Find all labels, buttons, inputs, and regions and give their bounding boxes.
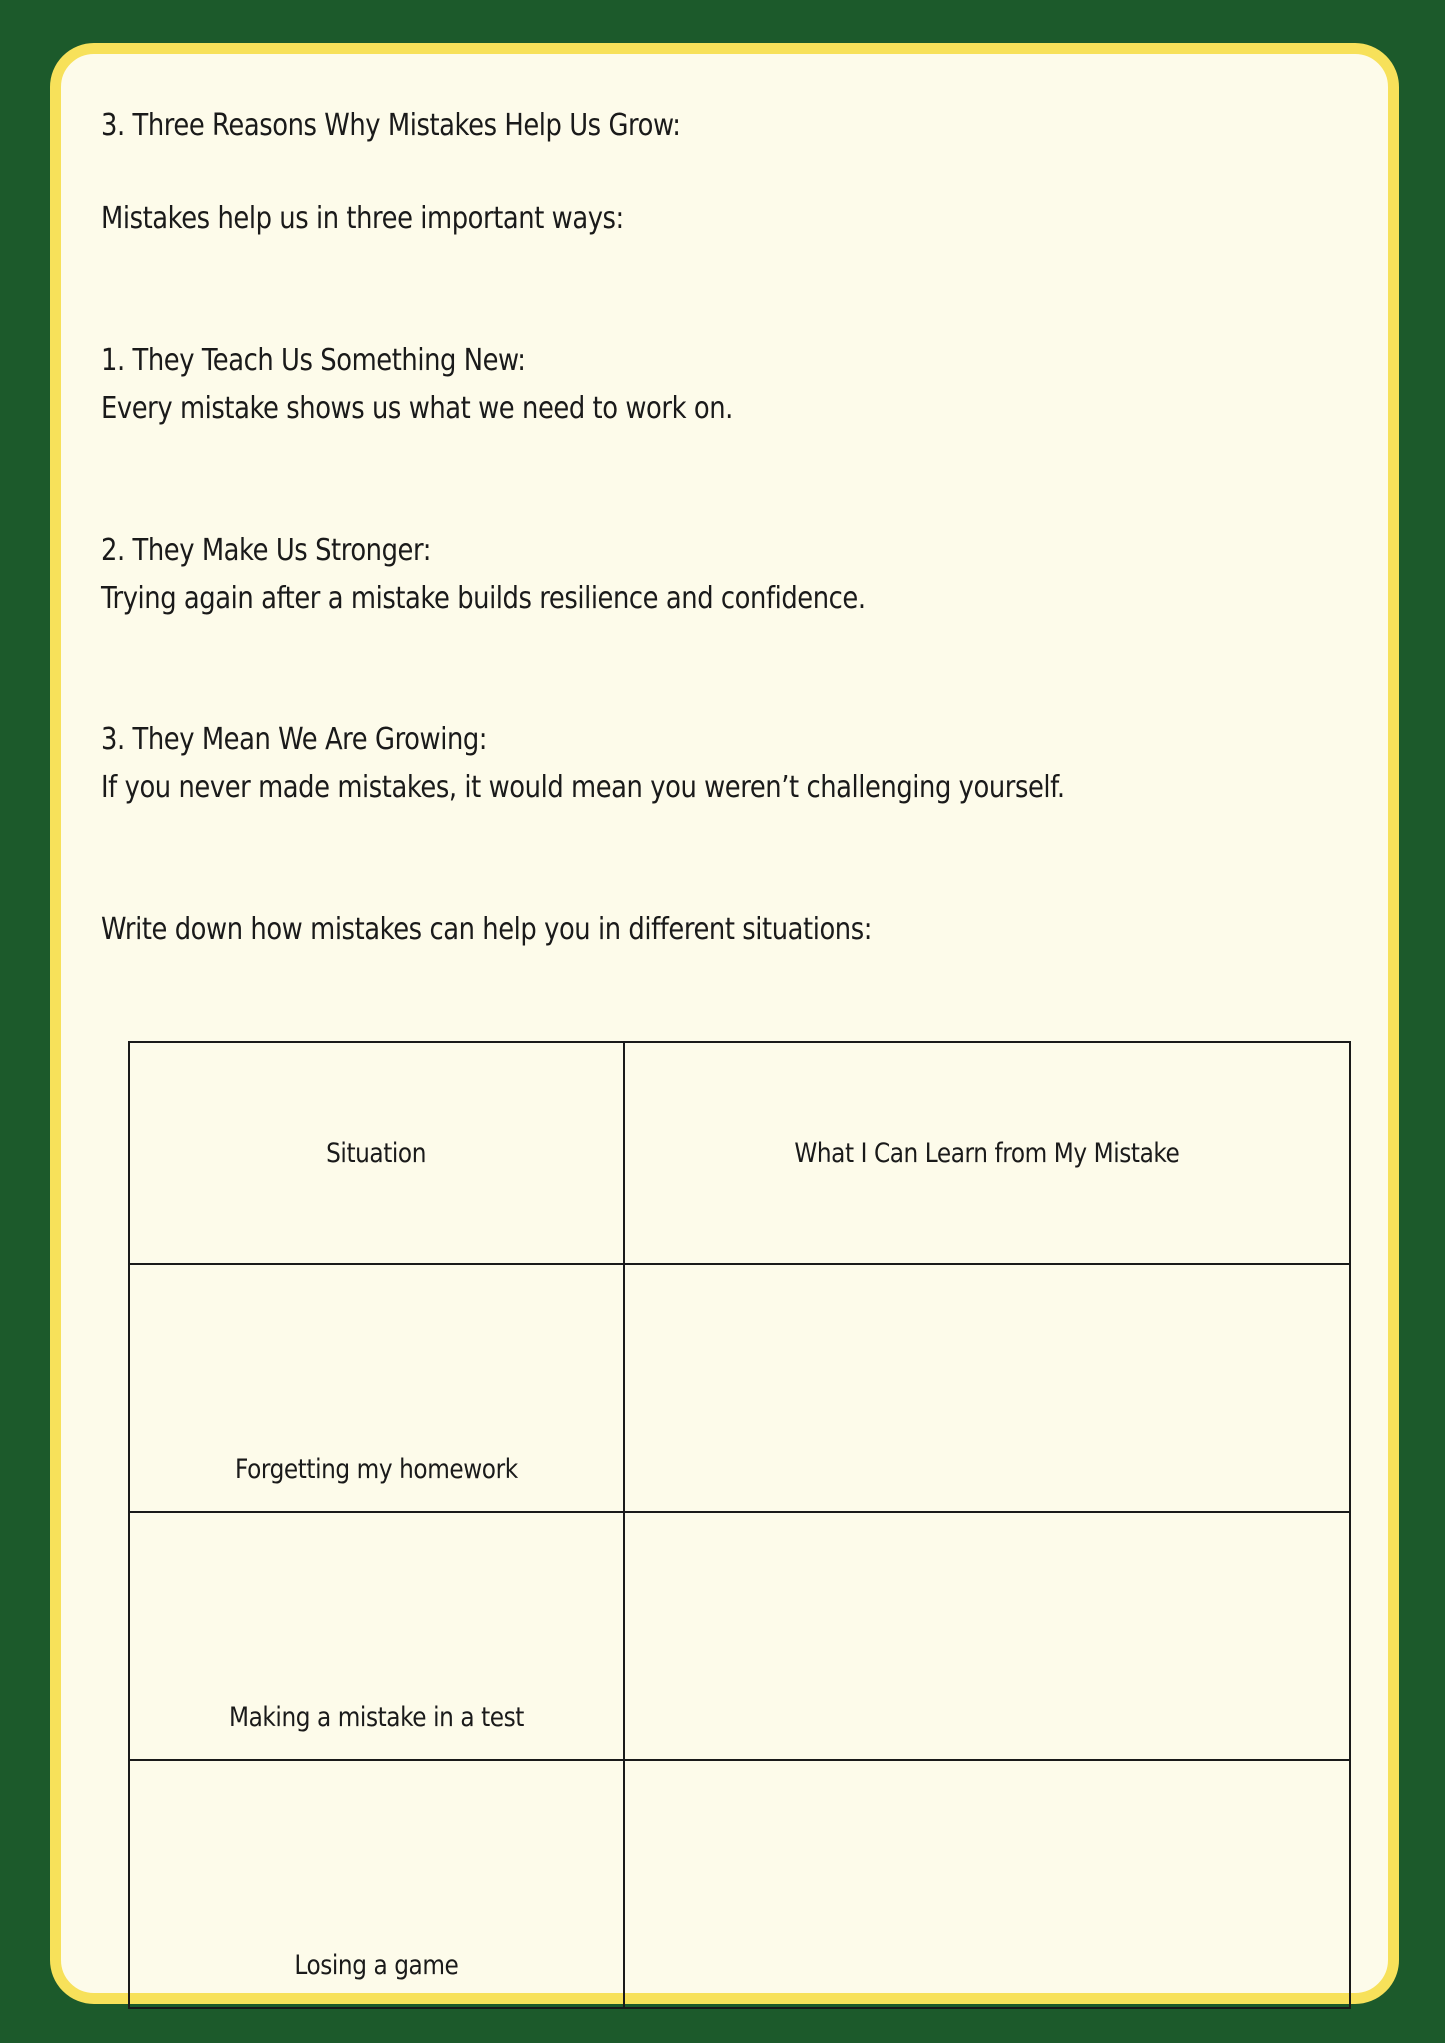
- reason-3-text: If you never made mistakes, it would mean you weren’t challenging yourself.: [101, 770, 1065, 805]
- situation-cell: [129, 1760, 624, 2008]
- reflection-table: [128, 1041, 1351, 2009]
- header-learn-label: What I Can Learn from My Mistake: [794, 1137, 1180, 1169]
- situation-label: Forgetting my homework: [235, 1454, 518, 1485]
- situation-label: Making a mistake in a test: [229, 1702, 524, 1733]
- reason-2-heading: 2. They Make Us Stronger:: [101, 533, 431, 568]
- intro-text: Mistakes help us in three important ways:: [101, 201, 624, 236]
- learn-cell[interactable]: [624, 1264, 1350, 1512]
- header-situation: [129, 1042, 624, 1264]
- situation-cell: [129, 1264, 624, 1512]
- situation-cell: [129, 1512, 624, 1760]
- prompt-text: Write down how mistakes can help you in different situations:: [101, 912, 873, 947]
- table-row: [129, 1512, 1350, 1760]
- header-situation-label: Situation: [326, 1137, 427, 1169]
- table-row: [129, 1264, 1350, 1512]
- situation-label: Losing a game: [294, 1950, 459, 1981]
- reason-3-heading: 3. They Mean We Are Growing:: [101, 722, 488, 757]
- table-row: [129, 1760, 1350, 2008]
- learn-cell[interactable]: [624, 1512, 1350, 1760]
- reason-1-heading: 1. They Teach Us Something New:: [101, 343, 526, 378]
- learn-cell[interactable]: [624, 1760, 1350, 2008]
- table-header-row: [129, 1042, 1350, 1264]
- reason-1-text: Every mistake shows us what we need to work on.: [101, 391, 733, 426]
- section-title: 3. Three Reasons Why Mistakes Help Us Grow:: [101, 108, 681, 143]
- reason-2-text: Trying again after a mistake builds resilience and confidence.: [101, 581, 866, 616]
- header-learn: [624, 1042, 1350, 1264]
